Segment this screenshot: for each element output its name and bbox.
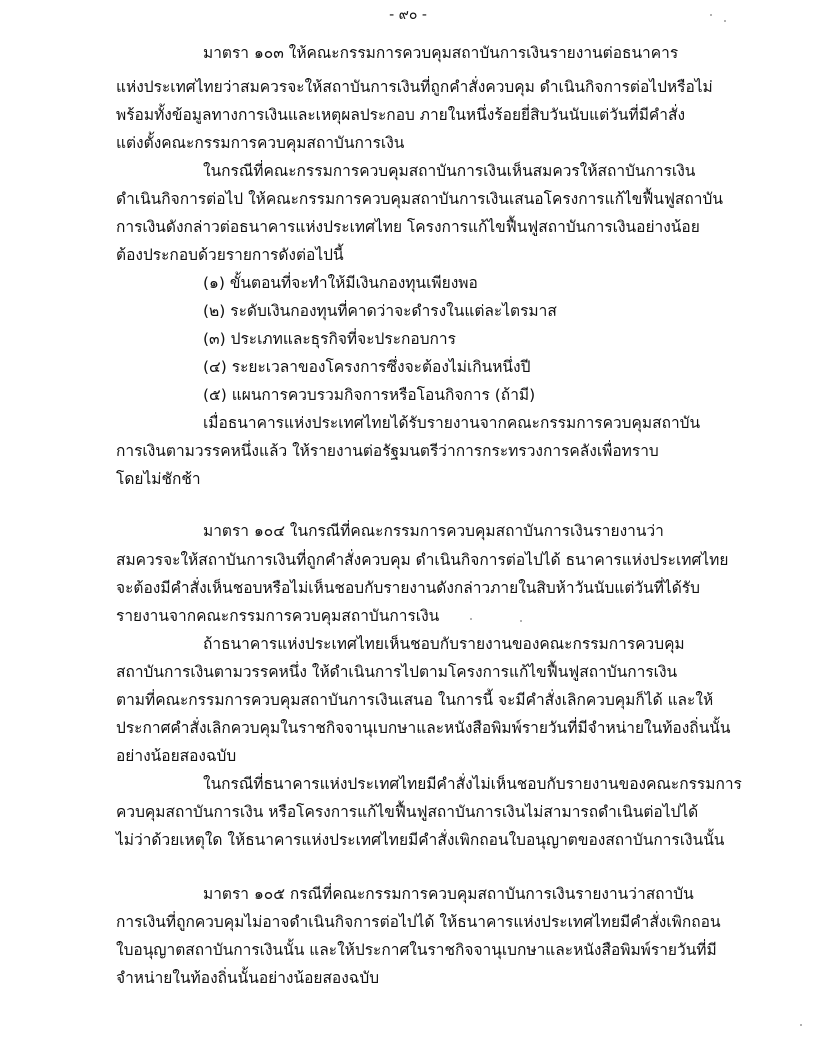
text-line: ในกรณีที่ธนาคารแห่งประเทศไทยมีคำสั่งไม่เห็นชอบกับรายงานของคณะกรรมการ [203,775,742,793]
text-line: แห่งประเทศไทยว่าสมควรจะให้สถาบันการเงินที่ถูกคำสั่งควบคุม ดำเนินกิจการต่อไปหรือไม่ [116,78,713,96]
list-item: (๒) ระดับเงินกองทุนที่คาดว่าจะดำรงในแต่ละไตรมาส [203,302,557,320]
text-line: ประกาศคำสั่งเลิกควบคุมในราชกิจจานุเบกษาและหนังสือพิมพ์รายวันที่มีจำหน่ายในท้องถิ่นนั้น [116,719,731,737]
scan-speck [470,618,472,620]
text-line: จำหน่ายในท้องถิ่นนั้นอย่างน้อยสองฉบับ [116,969,380,987]
text-line: การเงินดังกล่าวต่อธนาคารแห่งประเทศไทย โครงการแก้ไขฟื้นฟูสถาบันการเงินอย่างน้อย [116,218,700,236]
text-line: ถ้าธนาคารแห่งประเทศไทยเห็นชอบกับรายงานของคณะกรรมการควบคุม [203,635,685,653]
text-line: ใบอนุญาตสถาบันการเงินนั้น และให้ประกาศในราชกิจจานุเบกษาและหนังสือพิมพ์รายวันที่มี [116,941,717,959]
scan-speck [520,620,522,622]
scan-speck [724,20,726,22]
scan-speck [710,14,712,16]
list-item: (๑) ขั้นตอนที่จะทำให้มีเงินกองทุนเพียงพอ [203,274,478,292]
list-item: (๔) ระยะเวลาของโครงการซึ่งจะต้องไม่เกินหนึ่งปี [203,358,531,376]
text-line: มาตรา ๑๐๔ ในกรณีที่คณะกรรมการควบคุมสถาบันการเงินรายงานว่า [203,522,664,540]
text-line: สถาบันการเงินตามวรรคหนึ่ง ให้ดำเนินการไปตามโครงการแก้ไขฟื้นฟูสถาบันการเงิน [116,663,678,681]
text-line: ต้องประกอบด้วยรายการดังต่อไปนี้ [116,246,344,264]
text-line: สมควรจะให้สถาบันการเงินที่ถูกคำสั่งควบคุม ดำเนินกิจการต่อไปได้ ธนาคารแห่งประเทศไทย [116,551,729,569]
text-line: พร้อมทั้งข้อมูลทางการเงินและเหตุผลประกอบ ภายในหนึ่งร้อยยี่สิบวันนับแต่วันที่มีคำสั่ง [116,106,686,124]
text-line: อย่างน้อยสองฉบับ [116,747,237,765]
text-line: แต่งตั้งคณะกรรมการควบคุมสถาบันการเงิน [116,134,405,152]
text-line: เมื่อธนาคารแห่งประเทศไทยได้รับรายงานจากคณะกรรมการควบคุมสถาบัน [203,414,701,432]
text-line: ดำเนินกิจการต่อไป ให้คณะกรรมการควบคุมสถาบันการเงินเสนอโครงการแก้ไขฟื้นฟูสถาบัน [116,190,723,208]
text-line: มาตรา ๑๐๓ ให้คณะกรรมการควบคุมสถาบันการเงินรายงานต่อธนาคาร [203,44,679,62]
text-line: การเงินตามวรรคหนึ่งแล้ว ให้รายงานต่อรัฐมนตรีว่าการกระทรวงการคลังเพื่อทราบ [116,442,659,460]
text-line: จะต้องมีคำสั่งเห็นชอบหรือไม่เห็นชอบกับรายงานดังกล่าวภายในสิบห้าวันนับแต่วันที่ได้รับ [116,579,700,597]
text-line: โดยไม่ชักช้า [116,470,201,488]
list-item: (๕) แผนการควบรวมกิจการหรือโอนกิจการ (ถ้ามี) [203,386,536,404]
text-line: ควบคุมสถาบันการเงิน หรือโครงการแก้ไขฟื้นฟูสถาบันการเงินไม่สามารถดำเนินต่อไปได้ [116,803,699,821]
text-line: ในกรณีที่คณะกรรมการควบคุมสถาบันการเงินเห็นสมควรให้สถาบันการเงิน [203,162,696,180]
text-line: ตามที่คณะกรรมการควบคุมสถาบันการเงินเสนอ ในการนี้ จะมีคำสั่งเลิกควบคุมก็ได้ และให้ [116,691,714,709]
text-line: มาตรา ๑๐๕ กรณีที่คณะกรรมการควบคุมสถาบันการเงินรายงานว่าสถาบัน [203,885,694,903]
page-number: - ๙๐ - [389,7,427,23]
text-line: การเงินที่ถูกควบคุมไม่อาจดำเนินกิจการต่อไปได้ ให้ธนาคารแห่งประเทศไทยมีคำสั่งเพิกถอน [116,913,721,931]
list-item: (๓) ประเภทและธุรกิจที่จะประกอบการ [203,330,456,348]
text-line: รายงานจากคณะกรรมการควบคุมสถาบันการเงิน [116,607,440,625]
scan-speck [800,1024,802,1026]
text-line: ไม่ว่าด้วยเหตุใด ให้ธนาคารแห่งประเทศไทยมีคำสั่งเพิกถอนใบอนุญาตของสถาบันการเงินนั้น [116,831,725,849]
